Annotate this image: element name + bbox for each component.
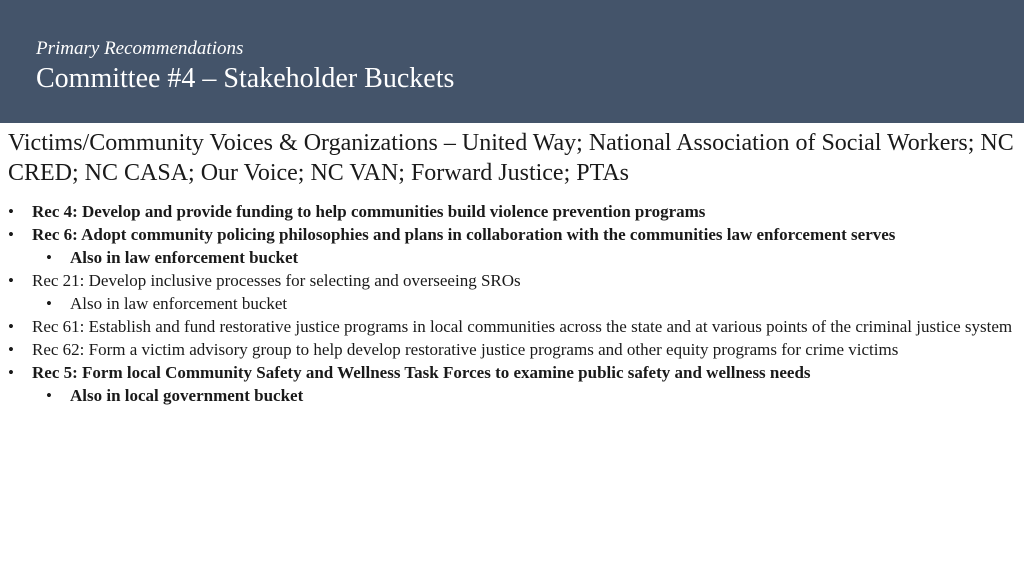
slide-content <box>8 128 1014 407</box>
rec-21-item: • Rec 21: Develop inclusive processes for selecting and overseeing SROs <box>8 269 1014 292</box>
rec-61-item: • Rec 61: Establish and fund restorative justice programs in local communities across the state and at various points of the criminal justice system <box>8 315 1014 338</box>
rec-21-subitem <box>8 292 1014 315</box>
recommendation-list <box>8 200 1014 407</box>
rec-62-item: • Rec 62: Form a victim advisory group to help develop restorative justice programs and other equity programs for crime victims <box>8 338 1014 361</box>
slide-title: Committee #4 – Stakeholder Buckets <box>36 63 455 94</box>
rec-5-item: • Rec 5: Form local Community Safety and Wellness Task Forces to examine public safety and wellness needs <box>8 361 1014 384</box>
sub-bullet-text: • Also in law enforcement bucket <box>32 292 1014 315</box>
rec-5-subitem <box>8 384 1014 407</box>
rec-4-item: • Rec 4: Develop and provide funding to help communities build violence prevention programs <box>8 200 1014 223</box>
sub-bullet-text: • Also in law enforcement bucket <box>32 246 1014 269</box>
slide-subtitle: Primary Recommendations <box>36 38 244 59</box>
rec-6-subitem <box>8 246 1014 269</box>
sub-bullet-text: • Also in local government bucket <box>32 384 1014 407</box>
stakeholder-intro: Victims/Community Voices & Organizations – United Way; National Association of Social Workers; NC CRED; NC CASA; Our Voice; NC VAN; Forward Justice; PTAs <box>8 130 1014 186</box>
header-banner <box>0 0 1024 123</box>
rec-6-item: • Rec 6: Adopt community policing philosophies and plans in collaboration with the communities law enforcement serves <box>8 223 1014 246</box>
